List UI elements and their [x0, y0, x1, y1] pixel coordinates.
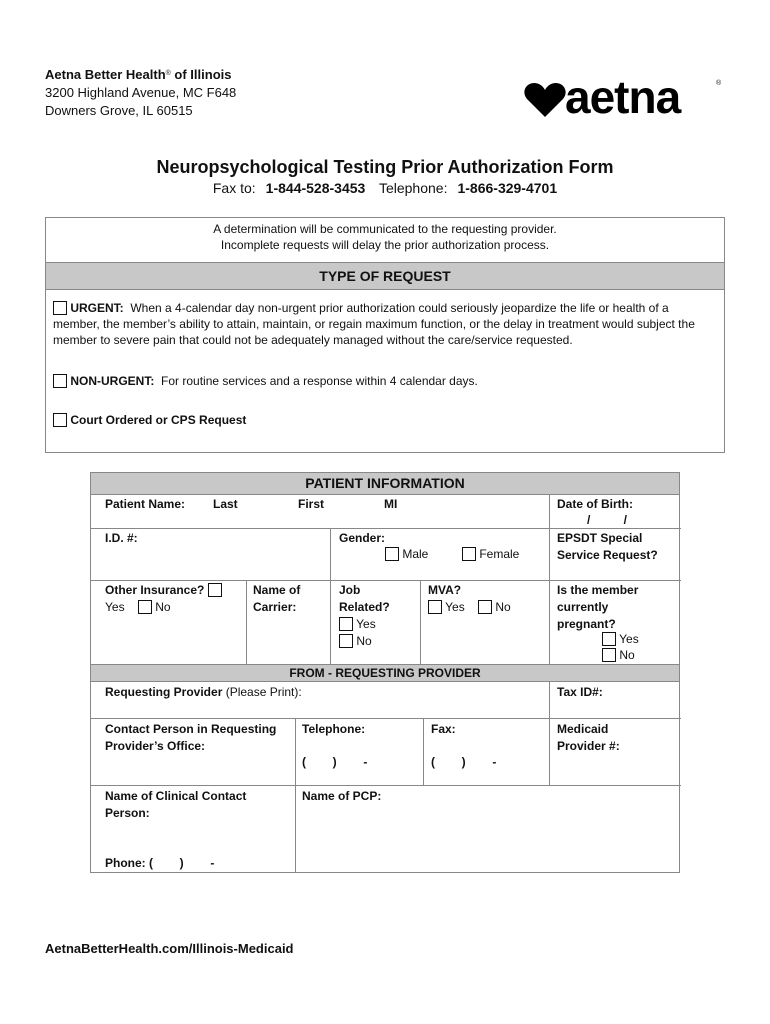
- last-label: Last: [213, 497, 238, 511]
- fax-telephone-line: Fax to: 1-844-528-3453 Telephone: 1-866-329-4701: [212, 180, 558, 196]
- mva-no-checkbox[interactable]: [478, 600, 492, 614]
- court-checkbox[interactable]: [53, 413, 67, 427]
- pregnant-no-option: No: [602, 647, 635, 664]
- pcp-label: Name of PCP:: [302, 789, 382, 803]
- tax-id-label: Tax ID#:: [557, 685, 603, 699]
- patient-name-label: Patient Name:: [105, 497, 186, 511]
- request-type-box: [45, 217, 725, 453]
- pregnant-no-checkbox[interactable]: [602, 648, 616, 662]
- id-label: I.D. #:: [105, 531, 138, 545]
- pregnant-label: Is the member currently pregnant?: [557, 583, 639, 631]
- dob-label: Date of Birth:: [557, 497, 633, 511]
- patient-info-table: [90, 472, 680, 873]
- requesting-provider-heading: FROM - REQUESTING PROVIDER: [91, 664, 679, 682]
- footer-url[interactable]: AetnaBetterHealth.com/Illinois-Medicaid: [45, 941, 294, 956]
- mva-yes-checkbox[interactable]: [428, 600, 442, 614]
- phone-field[interactable]: Phone: ( ) -: [105, 856, 215, 870]
- male-checkbox[interactable]: [385, 547, 399, 561]
- telephone-field[interactable]: ( ) -: [302, 755, 368, 769]
- contact-person-label: Contact Person in Requesting Provider’s Office:: [105, 722, 277, 753]
- court-option: Court Ordered or CPS Request: [53, 412, 246, 428]
- first-label: First: [298, 497, 325, 511]
- clinical-contact-label: Name of Clinical Contact Person:: [105, 789, 247, 820]
- nonurgent-option: NON-URGENT: For routine services and a response within 4 calendar days.: [53, 373, 478, 389]
- female-option: Female: [462, 546, 519, 563]
- fax-field[interactable]: ( ) -: [431, 755, 497, 769]
- carrier-label: Name of Carrier:: [253, 583, 301, 614]
- pregnant-yes-option: Yes: [602, 631, 639, 648]
- aetna-logo: aetna ®: [523, 76, 723, 120]
- mva: MVA? Yes No: [428, 583, 511, 614]
- other-ins-no-checkbox[interactable]: [138, 600, 152, 614]
- address-street: 3200 Highland Avenue, MC F648: [45, 85, 237, 100]
- address-city: Downers Grove, IL 60515: [45, 103, 193, 118]
- other-insurance: Other Insurance? Yes No: [105, 582, 245, 616]
- pregnant-yes-checkbox[interactable]: [602, 632, 616, 646]
- mi-label: MI: [384, 497, 398, 511]
- address-block: [45, 66, 236, 120]
- form-title: Neuropsychological Testing Prior Authorization Form: [156, 157, 614, 177]
- job-related: Job Related? Yes No: [339, 583, 390, 648]
- job-no-checkbox[interactable]: [339, 634, 353, 648]
- nonurgent-checkbox[interactable]: [53, 374, 67, 388]
- epsdt-label: EPSDT Special Service Request?: [557, 531, 658, 562]
- requesting-provider-label: Requesting Provider (Please Print):: [105, 685, 302, 699]
- other-ins-yes-checkbox[interactable]: [208, 583, 222, 597]
- heart-icon: [523, 82, 567, 118]
- urgent-option: URGENT: When a 4-calendar day non-urgent prior authorization could seriously jeopardize the life or health of a member, the member’s ability to attain, maintain, or regain maximum function, or the delay in treatment would subject the member to severe pain that could not be adequately managed without the care/service requested.: [53, 301, 695, 347]
- fax-label: Fax:: [431, 722, 456, 736]
- org-name: Aetna Better Health® of Illinois: [45, 67, 232, 82]
- dob-field[interactable]: / /: [587, 513, 628, 527]
- urgent-checkbox[interactable]: [53, 301, 67, 315]
- patient-info-heading: PATIENT INFORMATION: [91, 473, 679, 495]
- telephone-label: Telephone:: [302, 722, 366, 736]
- gender-label: Gender:: [339, 531, 386, 545]
- notice: A determination will be communicated to the requesting provider. Incomplete requests will delay the prior authorization process.: [213, 222, 557, 252]
- medicaid-label: Medicaid Provider #:: [557, 722, 620, 753]
- female-checkbox[interactable]: [462, 547, 476, 561]
- job-yes-checkbox[interactable]: [339, 617, 353, 631]
- male-option: Male: [385, 546, 428, 563]
- type-of-request-heading: TYPE OF REQUEST: [46, 262, 724, 290]
